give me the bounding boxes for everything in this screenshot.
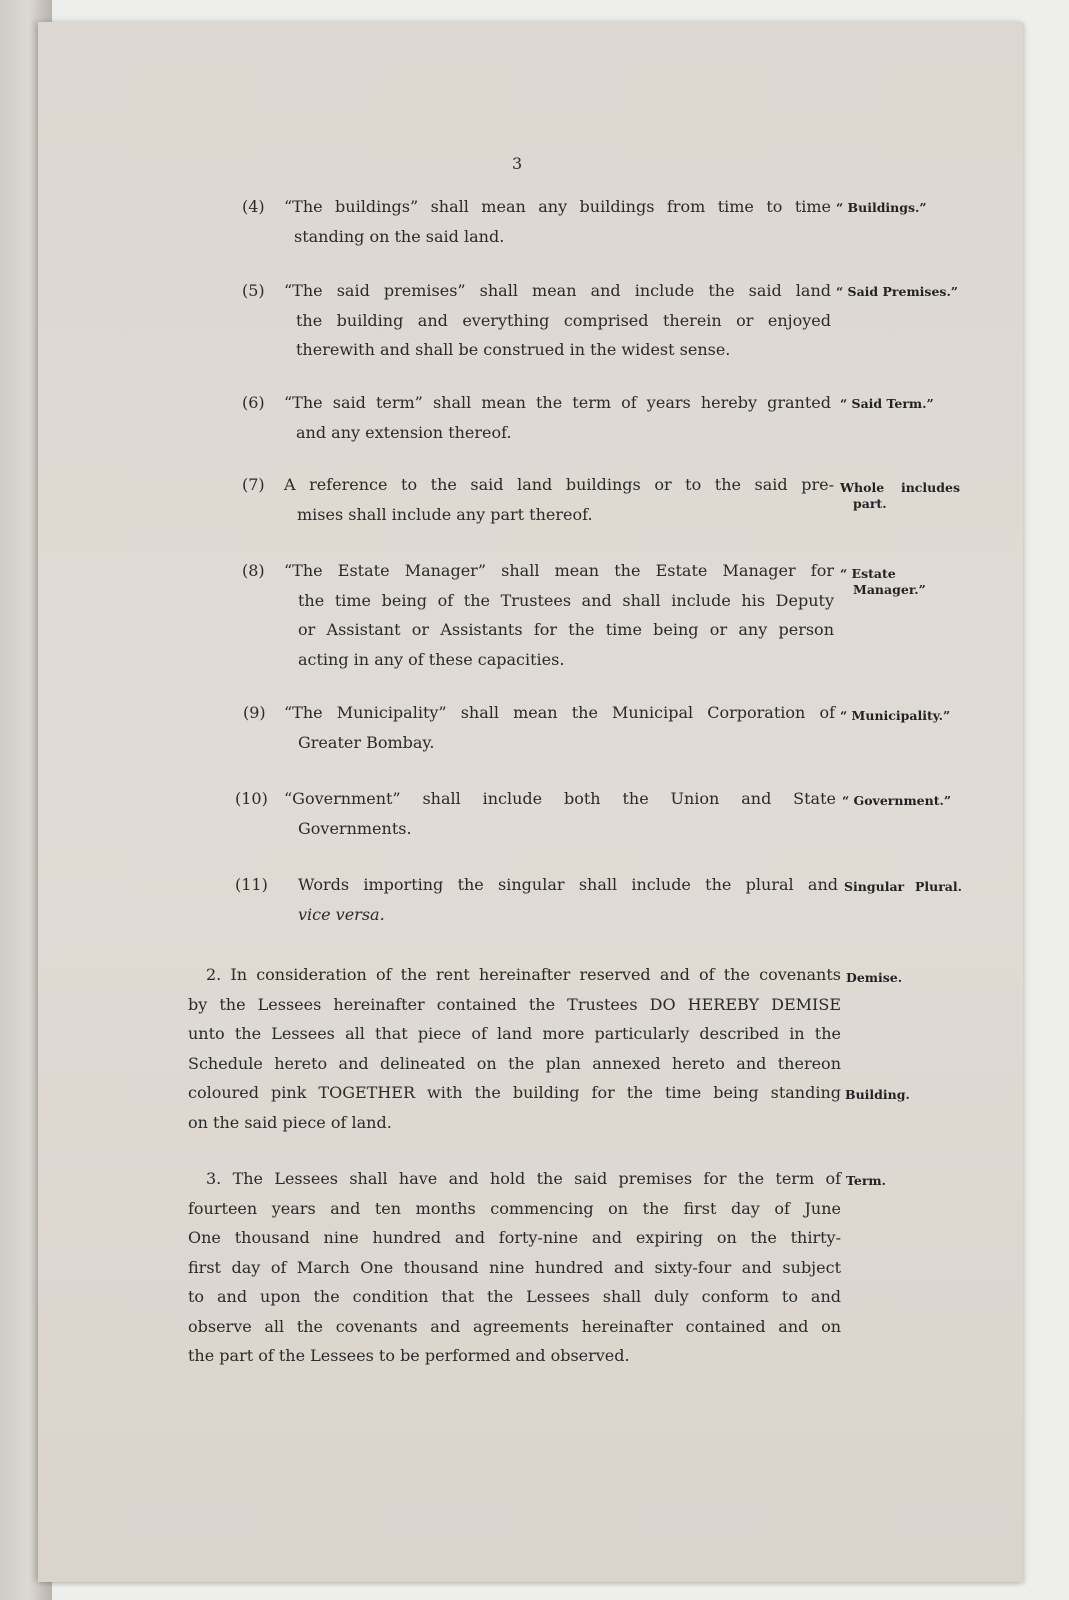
margin-note: part. <box>853 496 887 511</box>
text-line: coloured pink TOGETHER with the building for the time being standing <box>188 1083 841 1102</box>
definition-number: (5) <box>242 281 265 300</box>
margin-note: “ Said Term.” <box>840 396 934 411</box>
text-line: “The Estate Manager” shall mean the Estate Manager for <box>284 561 834 580</box>
margin-note: Term. <box>846 1173 886 1188</box>
text-line: One thousand nine hundred and forty-nine and expiring on the thirty- <box>188 1228 841 1247</box>
page-number: 3 <box>512 154 523 173</box>
definition-number: (7) <box>242 475 265 494</box>
definition-number: (9) <box>243 703 266 722</box>
text-line: “The said term” shall mean the term of years hereby granted <box>284 393 831 412</box>
margin-note: Building. <box>845 1087 910 1102</box>
definition-text <box>284 276 831 365</box>
definition-text <box>284 556 834 674</box>
definition-number: (4) <box>242 197 265 216</box>
text-line: “The Municipality” shall mean the Municipal Corporation of <box>284 703 835 722</box>
text-line: standing on the said land. <box>294 226 505 246</box>
margin-note: “ Buildings.” <box>836 200 927 215</box>
text-line: Schedule hereto and delineated on the plan annexed hereto and thereon <box>188 1053 841 1073</box>
definition-text <box>284 388 831 447</box>
text-line: “The buildings” shall mean any buildings from time to time <box>284 197 831 216</box>
margin-note: Demise. <box>846 970 903 985</box>
clause-text <box>188 960 841 1137</box>
text-line: A reference to the said land buildings or to the said pre- <box>284 475 834 494</box>
definition-text <box>284 784 836 843</box>
text-line: Words importing the singular shall include the plural and <box>298 875 838 894</box>
margin-note: Manager.” <box>853 582 926 597</box>
definition-number: (6) <box>242 393 265 412</box>
text-line: vice versa. <box>298 904 385 924</box>
text-line: the time being of the Trustees and shall include his Deputy <box>298 590 834 610</box>
text-line: the part of the Lessees to be performed and observed. <box>188 1346 630 1365</box>
text-line: unto the Lessees all that piece of land more particularly described in the <box>188 1024 841 1043</box>
text-line: mises shall include any part thereof. <box>297 504 593 524</box>
margin-note: “ Estate <box>840 566 896 581</box>
text-line: to and upon the condition that the Lessees shall duly conform to and <box>188 1287 841 1306</box>
definition-text <box>284 192 831 251</box>
margin-note: “ Government.” <box>842 793 952 808</box>
text-line: or Assistant or Assistants for the time being or any person <box>298 620 834 639</box>
text-line: by the Lessees hereinafter contained the Trustees DO HEREBY DEMISE <box>188 994 841 1014</box>
margin-note: Singular Plural. <box>844 879 962 894</box>
text-line: acting in any of these capacities. <box>298 649 565 669</box>
definition-number: (11) <box>235 875 268 894</box>
text-line: on the said piece of land. <box>188 1112 392 1132</box>
text-line: 2. In consideration of the rent hereinafter reserved and of the covenants <box>206 965 841 984</box>
definition-text <box>284 470 834 529</box>
text-line: “The said premises” shall mean and include the said land <box>284 281 831 300</box>
definition-number: (8) <box>242 561 265 580</box>
margin-note: “ Said Premises.” <box>836 284 958 299</box>
text-line: 3. The Lessees shall have and hold the said premises for the term of <box>206 1169 841 1188</box>
text-line: “Government” shall include both the Union and State <box>284 789 836 808</box>
clause-text <box>188 1164 841 1371</box>
margin-note: Whole includes <box>840 480 960 495</box>
text-line: observe all the covenants and agreements hereinafter contained and on <box>188 1316 841 1336</box>
definition-text <box>298 870 838 929</box>
definition-text <box>284 698 835 757</box>
text-line: Governments. <box>298 818 412 838</box>
text-line: and any extension thereof. <box>296 422 512 442</box>
text-line: first day of March One thousand nine hundred and sixty-four and subject <box>188 1257 841 1277</box>
definition-number: (10) <box>235 789 268 808</box>
margin-note: “ Municipality.” <box>840 708 951 723</box>
text-line: the building and everything comprised therein or enjoyed <box>296 310 831 330</box>
text-line: Greater Bombay. <box>298 732 435 752</box>
text-line: therewith and shall be construed in the widest sense. <box>296 340 731 359</box>
text-line: fourteen years and ten months commencing on the first day of June <box>188 1198 841 1218</box>
